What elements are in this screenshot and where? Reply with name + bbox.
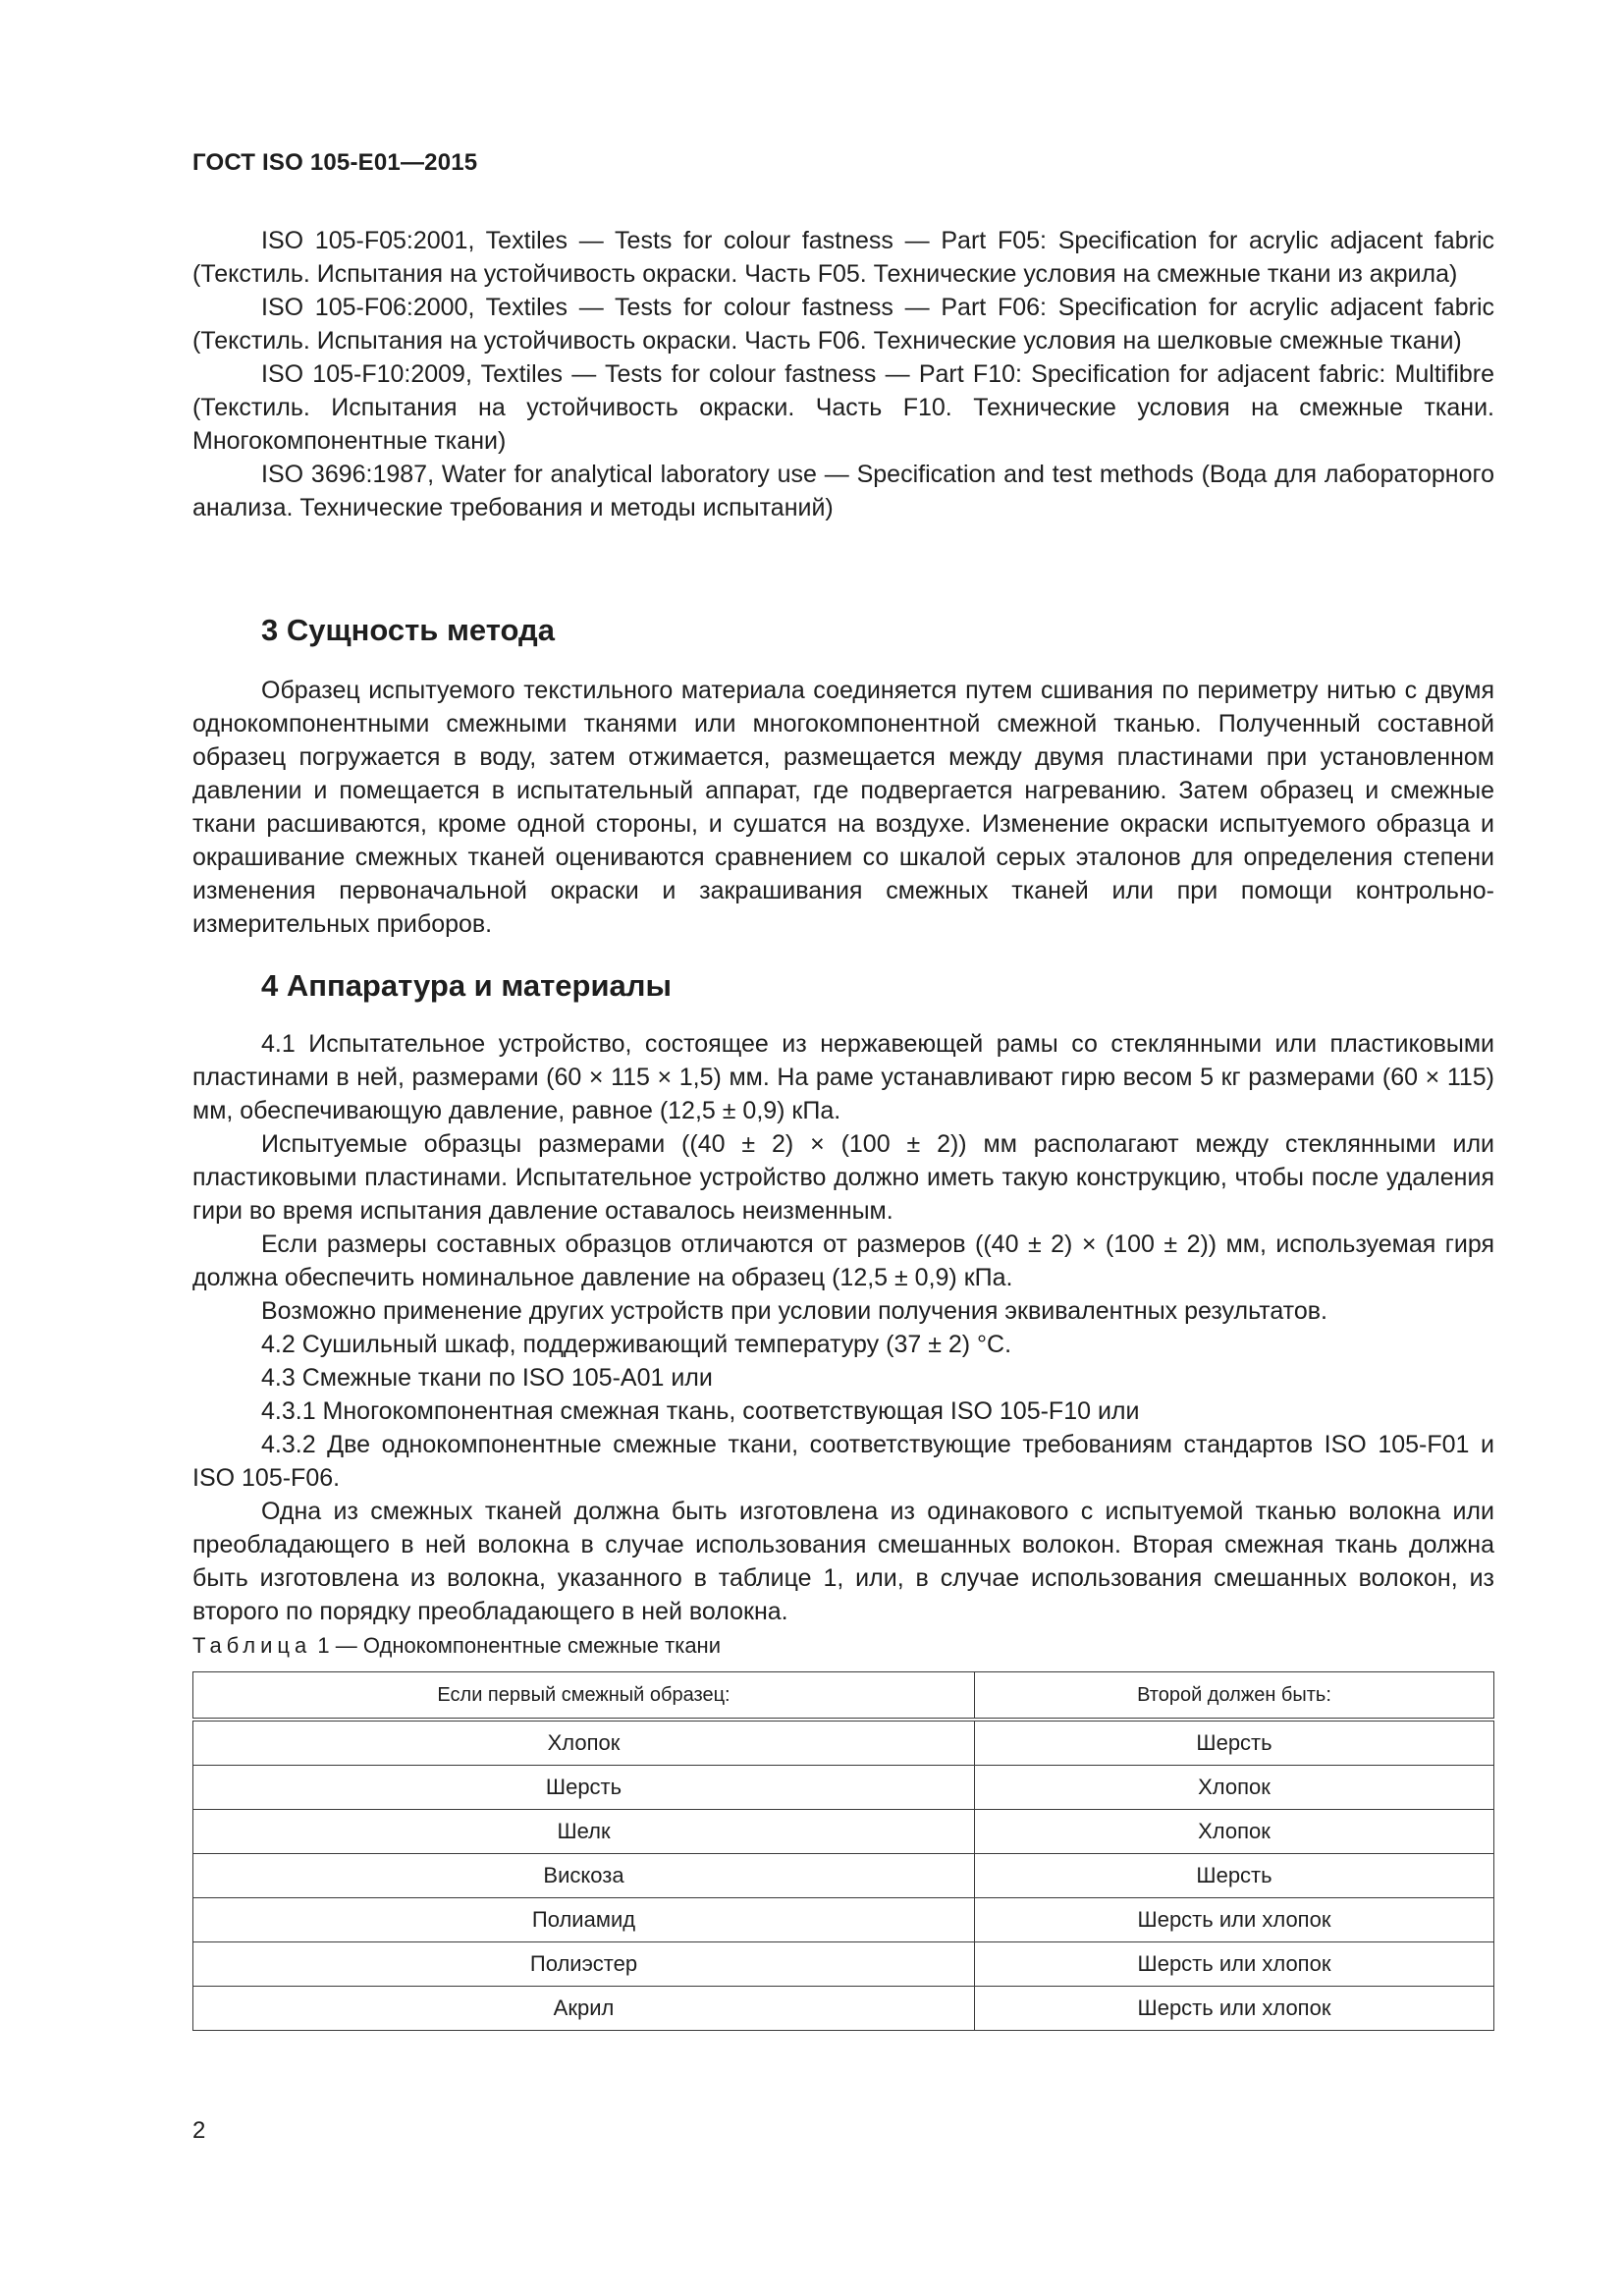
- reference-item: ISO 3696:1987, Water for analytical laboratory use — Specification and test methods (Вода для лабораторного анализа. Технические требования и методы испытаний): [192, 461, 1494, 521]
- reference-item: ISO 105-F10:2009, Textiles — Tests for colour fastness — Part F10: Specification for adjacent fabric: Multifibre (Текстиль. Испытания на устойчивость окраски. Часть F10. Технические условия на смежные ткани. Многокомпонентные ткани): [192, 360, 1494, 455]
- table-row: [193, 1854, 1494, 1898]
- table-row: [193, 1720, 1494, 1766]
- paragraph: Испытуемые образцы размерами ((40 ± 2) × (100 ± 2)) мм располагают между стеклянными или пластиковыми пластинами. Испытательное устройство должно иметь такую конструкцию, чтобы после удаления гири во время испытания давление оставалось неизменным.: [192, 1130, 1494, 1225]
- table-cell: Шерсть или хлопок: [975, 1987, 1494, 2031]
- table-row: [193, 1898, 1494, 1942]
- table-cell: Шерсть: [193, 1766, 975, 1810]
- paragraph: Образец испытуемого текстильного материала соединяется путем сшивания по периметру нитью с двумя однокомпонентными смежными тканями или многокомпонентной смежной тканью. Полученный составной образец погружается в воду, затем отжимается, размещается между двумя пластинами при установленном давлении и помещается в испытательный аппарат, где подвергается нагреванию. Затем образец и смежные ткани расшиваются, кроме одной стороны, и сушатся на воздухе. Изменение окраски испытуемого образца и окрашивание смежных тканей оцениваются сравнением со шкалой серых эталонов для определения степени изменения первоначальной окраски и закрашивания смежных тканей или при помощи контрольно-измерительных приборов.: [192, 677, 1494, 938]
- table-cell: Полиэстер: [193, 1942, 975, 1987]
- table-header-row: [193, 1672, 1494, 1721]
- section-3-title: 3 Сущность метода: [261, 613, 555, 647]
- document-header: ГОСТ ISO 105-E01—2015: [192, 149, 478, 176]
- table-caption: [192, 1633, 721, 1659]
- table-caption-label: Таблица: [192, 1633, 312, 1658]
- table-row: [193, 1766, 1494, 1810]
- paragraph: Одна из смежных тканей должна быть изготовлена из одинакового с испытуемой тканью волокна или преобладающего в ней волокна в случае использования смешанных волокон. Вторая смежная ткань должна быть изготовлена из волокна, указанного в таблице 1, или, в случае использования смешанных волокон, из второго по порядку преобладающего в ней волокна.: [192, 1498, 1494, 1625]
- section-4-title: 4 Аппаратура и материалы: [261, 968, 672, 1003]
- paragraph: Возможно применение других устройств при условии получения эквивалентных результатов.: [261, 1297, 1327, 1325]
- table-cell: Хлопок: [975, 1766, 1494, 1810]
- table-cell: Шелк: [193, 1810, 975, 1854]
- table-cell: Вискоза: [193, 1854, 975, 1898]
- reference-item: ISO 105-F05:2001, Textiles — Tests for colour fastness — Part F05: Specification for acrylic adjacent fabric (Текстиль. Испытания на устойчивость окраски. Часть F05. Технические условия на смежные ткани из акрила): [192, 227, 1494, 288]
- table-row: [193, 1810, 1494, 1854]
- paragraph: 4.3.1 Многокомпонентная смежная ткань, соответствующая ISO 105-F10 или: [261, 1397, 1140, 1425]
- table-cell: Шерсть или хлопок: [975, 1942, 1494, 1987]
- table-row: [193, 1987, 1494, 2031]
- section-3-body: [192, 674, 1494, 941]
- paragraph: 4.1 Испытательное устройство, состоящее из нержавеющей рамы со стеклянными или пластиковыми пластинами в ней, размерами (60 × 115 × 1,5) мм. На раме устанавливают гирю весом 5 кг размерами (60 × 115) мм, обеспечивающую давление, равное (12,5 ± 0,9) кПа.: [192, 1030, 1494, 1124]
- normative-references: [192, 224, 1494, 524]
- table-cell: Хлопок: [975, 1810, 1494, 1854]
- table-cell: Полиамид: [193, 1898, 975, 1942]
- table-cell: Акрил: [193, 1987, 975, 2031]
- reference-item: ISO 105-F06:2000, Textiles — Tests for colour fastness — Part F06: Specification for acrylic adjacent fabric (Текстиль. Испытания на устойчивость окраски. Часть F06. Технические условия на шелковые смежные ткани): [192, 294, 1494, 355]
- table-caption-text: 1 — Однокомпонентные смежные ткани: [317, 1633, 721, 1658]
- section-4-body: [192, 1027, 1494, 1628]
- column-header: Второй должен быть:: [975, 1672, 1494, 1721]
- table-cell: Шерсть: [975, 1720, 1494, 1766]
- fabric-table: [192, 1671, 1494, 2031]
- table-row: [193, 1942, 1494, 1987]
- table-cell: Хлопок: [193, 1720, 975, 1766]
- paragraph: 4.2 Сушильный шкаф, поддерживающий температуру (37 ± 2) °С.: [261, 1331, 1012, 1358]
- table-cell: Шерсть: [975, 1854, 1494, 1898]
- column-header: Если первый смежный образец:: [193, 1672, 975, 1721]
- table-cell: Шерсть или хлопок: [975, 1898, 1494, 1942]
- paragraph: Если размеры составных образцов отличаются от размеров ((40 ± 2) × (100 ± 2)) мм, используемая гиря должна обеспечить номинальное давление на образец (12,5 ± 0,9) кПа.: [192, 1230, 1494, 1291]
- paragraph: 4.3 Смежные ткани по ISO 105-A01 или: [261, 1364, 713, 1392]
- page-number: 2: [192, 2117, 206, 2144]
- paragraph: 4.3.2 Две однокомпонентные смежные ткани, соответствующие требованиям стандартов ISO 105-F01 и ISO 105-F06.: [192, 1431, 1494, 1492]
